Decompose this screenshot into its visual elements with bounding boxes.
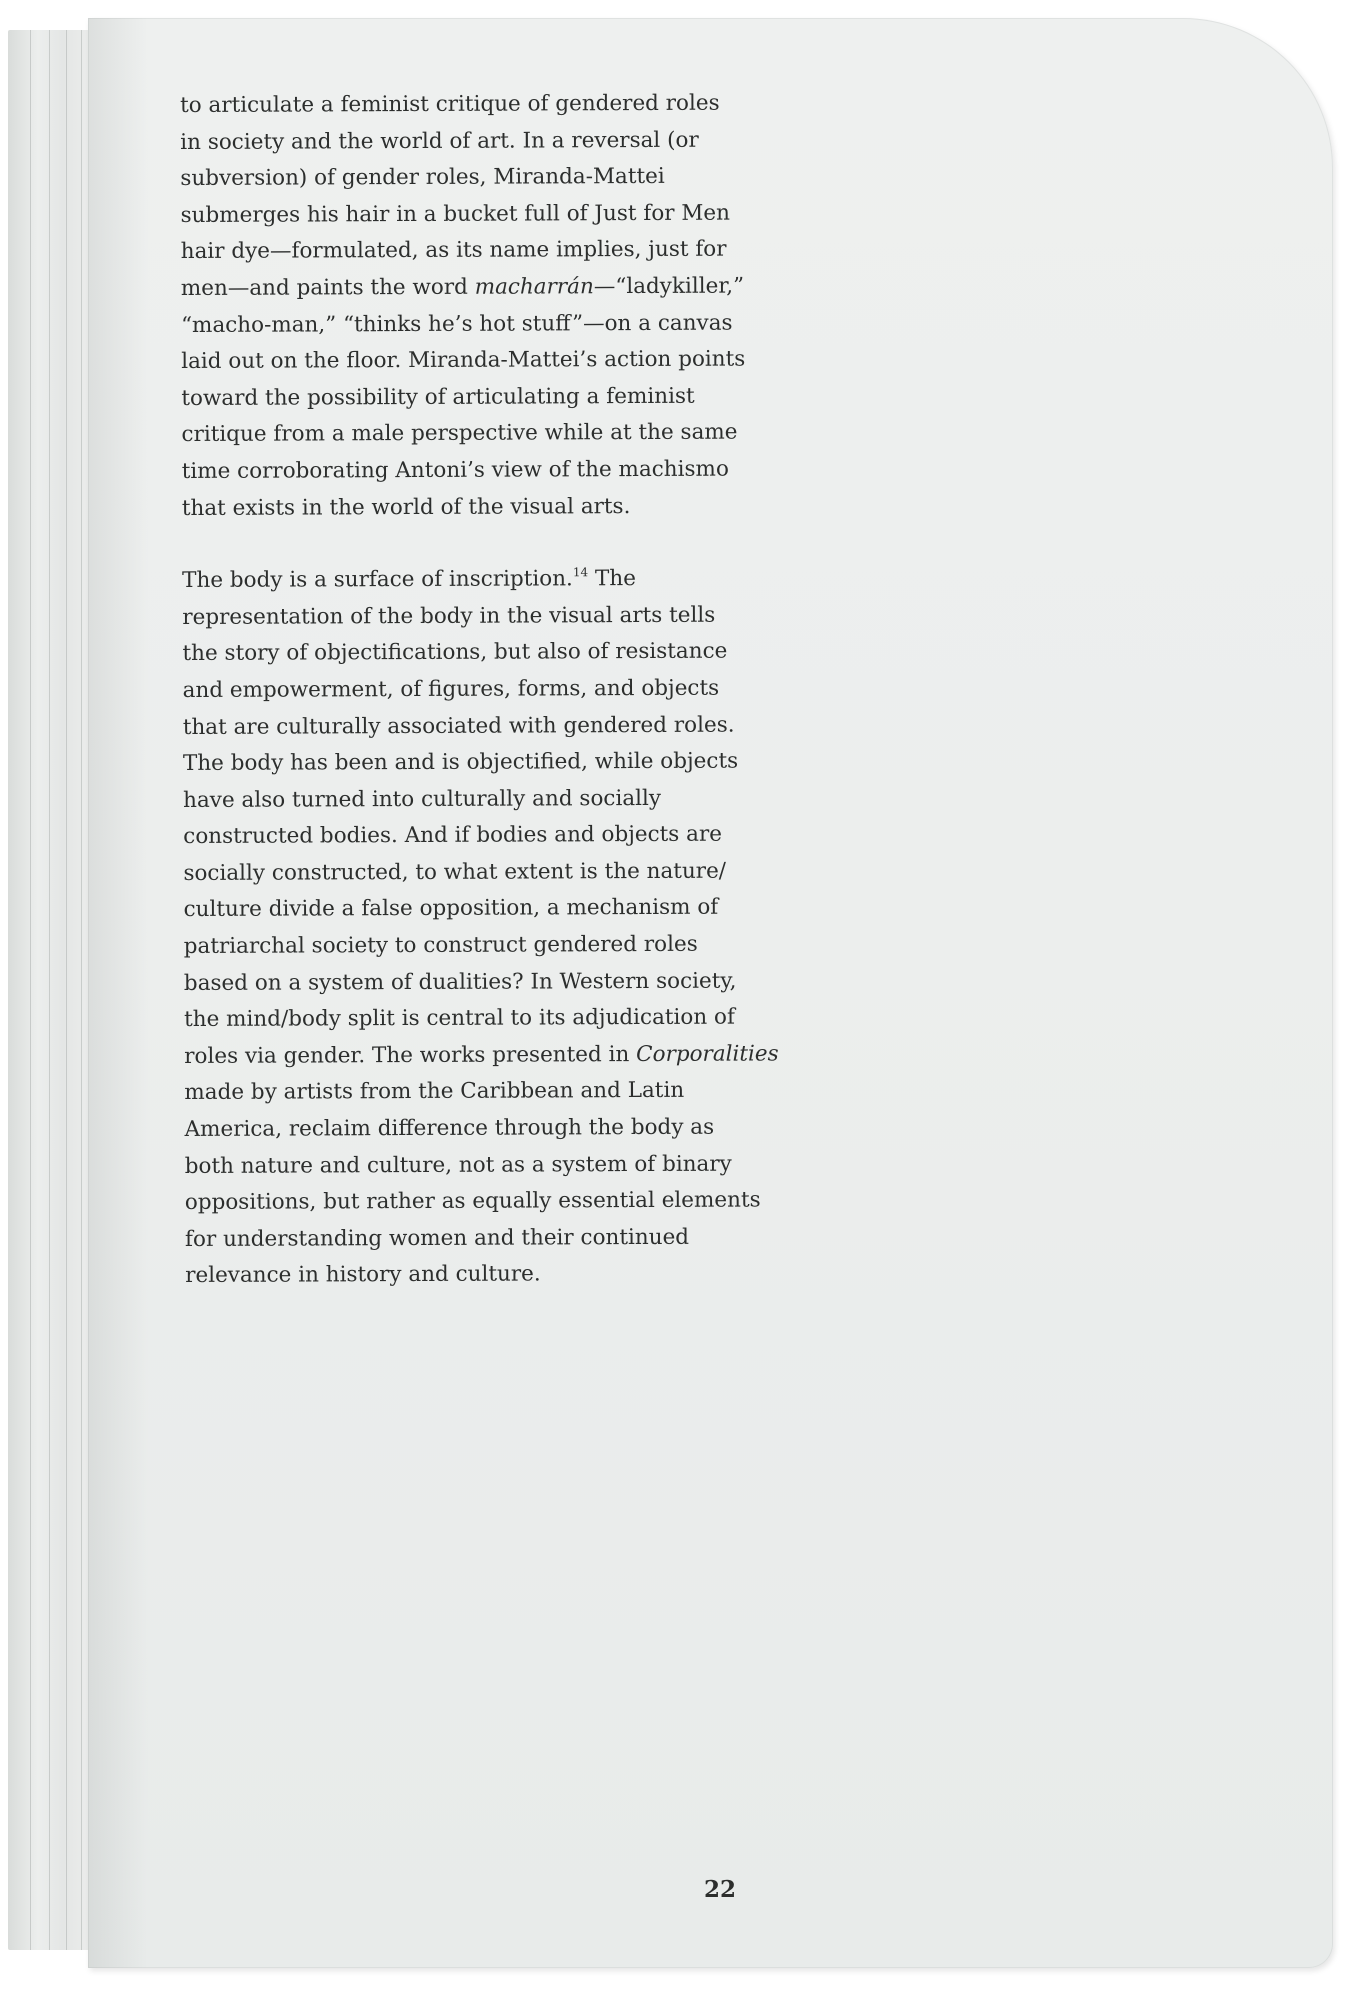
text-line: based on a system of dualities? In Western society, (183, 968, 737, 996)
text-line: representation of the body in the visual arts tells (182, 602, 716, 630)
text-line: hair dye—formulated, as its name implies, just for (180, 236, 727, 265)
text-line: that are culturally associated with gendered roles. (182, 712, 735, 740)
footnote-reference: 14 (572, 565, 589, 580)
text-line: to articulate a feminist critique of gendered roles (180, 90, 720, 118)
text-line: America, reclaim difference through the body as (184, 1114, 715, 1143)
text-line: oppositions, but rather as equally essential elements (184, 1187, 761, 1216)
text-line: “macho-man,” “thinks he’s hot stuff”—on a canvas (180, 310, 733, 338)
book-page (88, 18, 1333, 1968)
text-line: laid out on the floor. Miranda-Mattei’s action points (181, 346, 746, 375)
page-number: 22 (704, 1876, 737, 1903)
paragraph-1 (180, 86, 746, 527)
text-line: time corroborating Antoni’s view of the machismo (181, 456, 729, 484)
text-line: The body has been and is objectified, while objects (182, 748, 739, 777)
text-line: and empowerment, of figures, forms, and objects (182, 675, 720, 703)
text-line: submerges his hair in a bucket full of Just for Men (180, 200, 731, 228)
text-line: both nature and culture, not as a system of binary (184, 1151, 732, 1179)
text-line: culture divide a false opposition, a mechanism of (183, 895, 719, 923)
body-text (180, 86, 779, 1295)
text-line: socially constructed, to what extent is the nature/ (183, 858, 727, 886)
italic-title: Corporalities (636, 1041, 779, 1067)
text-line: made by artists from the Caribbean and Latin (184, 1078, 685, 1106)
text-line: subversion) of gender roles, Miranda-Mattei (180, 164, 665, 192)
text-line: patriarchal society to construct gendered roles (183, 931, 698, 960)
text-line: have also turned into culturally and socially (183, 785, 662, 813)
text-line: in society and the world of art. In a reversal (or (180, 127, 699, 155)
text-line: The body is a surface of inscription.$^{14}$ The (182, 565, 636, 594)
text-line: men—and paints the word macharrán—“ladykiller,” (180, 273, 745, 301)
text-line: relevance in history and culture. (185, 1261, 541, 1289)
text-line: constructed bodies. And if bodies and objects are (183, 821, 723, 850)
gutter-shadow (88, 18, 148, 1968)
text-line: roles via gender. The works presented in Corporalities (184, 1041, 779, 1069)
text-line: for understanding women and their continued (184, 1224, 690, 1252)
text-line: critique from a male perspective while at the same (181, 419, 738, 448)
text-line: the story of objectifications, but also of resistance (182, 638, 728, 667)
paragraph-2 (182, 561, 779, 1295)
text-line: the mind/body split is central to its adjudication of (184, 1004, 735, 1033)
text-line: toward the possibility of articulating a feminist (181, 383, 695, 411)
text-line: that exists in the world of the visual arts. (181, 493, 631, 521)
italic-term: macharrán (474, 274, 594, 300)
